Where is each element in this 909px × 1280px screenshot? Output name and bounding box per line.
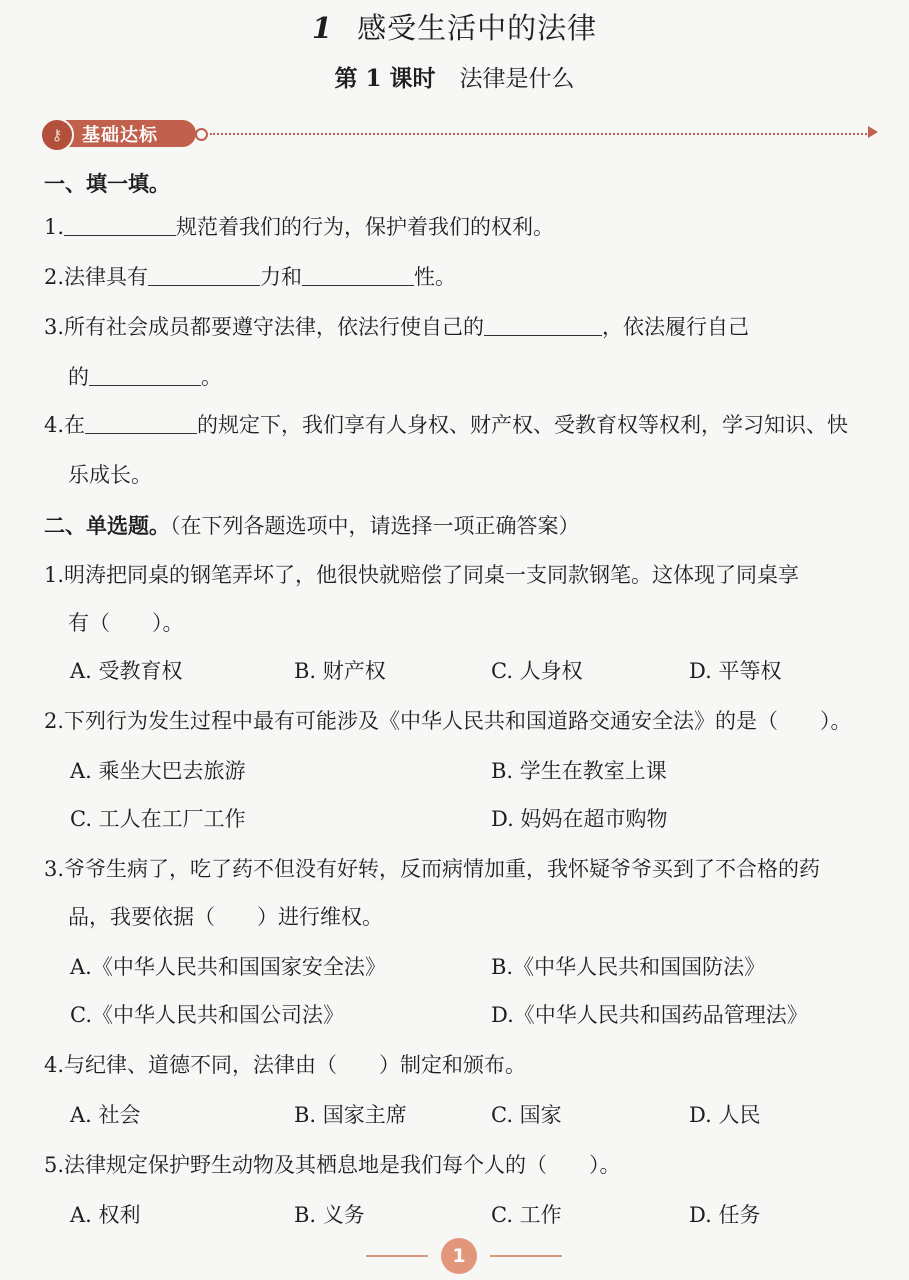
question-text: 法律具有 xyxy=(64,265,149,289)
fill-question-2 xyxy=(44,262,456,292)
question-text: 与纪律、道德不同，法律由（ ）制定和颁布。 xyxy=(64,1053,527,1077)
answer-blank[interactable] xyxy=(148,265,260,286)
option-d[interactable]: D. 人民 xyxy=(689,1103,761,1127)
fill-question-4-cont: 乐成长。 xyxy=(68,463,152,487)
question-text: 力和 xyxy=(260,265,303,289)
option-d[interactable]: D. 平等权 xyxy=(689,659,782,683)
key-icon: ⚷ xyxy=(40,118,74,152)
choice-question-3-cont: 品，我要依据（ ）进行维权。 xyxy=(68,905,383,929)
arrow-right-icon xyxy=(868,126,878,138)
question-text: ，依法履行自己 xyxy=(602,315,750,339)
question-text: 的规定下，我们享有人身权、财产权、受教育权等权利，学习知识、快 xyxy=(197,413,849,437)
option-c[interactable]: C. 国家 xyxy=(491,1103,562,1127)
option-a[interactable]: A. 受教育权 xyxy=(70,659,183,683)
option-d[interactable]: D.《中华人民共和国药品管理法》 xyxy=(491,1003,808,1027)
option-b[interactable]: B. 国家主席 xyxy=(294,1103,407,1127)
choice-heading-text: 二、单选题。 xyxy=(44,514,170,538)
answer-blank[interactable] xyxy=(484,315,602,336)
page-number: 1 xyxy=(441,1238,477,1274)
option-a[interactable]: A. 权利 xyxy=(70,1203,141,1227)
question-number: 4. xyxy=(44,413,65,437)
option-b[interactable]: B.《中华人民共和国国防法》 xyxy=(491,955,766,979)
question-text: 明涛把同桌的钢笔弄坏了，他很快就赔偿了同桌一支同款钢笔。这体现了同桌享 xyxy=(64,563,800,587)
banner-dotted-line xyxy=(210,133,870,135)
question-number: 2. xyxy=(44,709,65,733)
footer-rule-left xyxy=(366,1255,428,1257)
fill-question-1 xyxy=(44,212,554,242)
answer-blank[interactable] xyxy=(64,215,176,236)
option-d[interactable]: D. 任务 xyxy=(689,1203,761,1227)
question-number: 1. xyxy=(44,215,65,239)
question-number: 3. xyxy=(44,857,65,881)
option-c[interactable]: C. 工作 xyxy=(491,1203,562,1227)
banner-dot xyxy=(195,128,208,141)
option-b[interactable]: B. 义务 xyxy=(294,1203,365,1227)
fill-question-4 xyxy=(44,410,848,440)
question-number: 5. xyxy=(44,1153,65,1177)
fill-section-heading: 一、填一填。 xyxy=(44,172,170,196)
lesson-label: 第 1 课时 xyxy=(334,65,436,92)
option-b[interactable]: B. 财产权 xyxy=(294,659,386,683)
question-number: 2. xyxy=(44,265,65,289)
question-text: 规范着我们的行为，保护着我们的权利。 xyxy=(176,215,555,239)
answer-blank[interactable] xyxy=(302,265,414,286)
answer-blank[interactable] xyxy=(89,365,201,386)
choice-question-1-cont: 有（ ）。 xyxy=(68,611,184,635)
option-c[interactable]: C.《中华人民共和国公司法》 xyxy=(70,1003,344,1027)
choice-heading-note: （在下列各题选项中，请选择一项正确答案） xyxy=(170,514,580,538)
question-text: 在 xyxy=(64,413,86,437)
option-c[interactable]: C. 工人在工厂工作 xyxy=(70,807,246,831)
question-text: 下列行为发生过程中最有可能涉及《中华人民共和国道路交通安全法》的是（ ）。 xyxy=(64,709,852,733)
option-c[interactable]: C. 人身权 xyxy=(491,659,583,683)
answer-blank[interactable] xyxy=(85,413,197,434)
question-text: 爷爷生病了，吃了药不但没有好转，反而病情加重，我怀疑爷爷买到了不合格的药 xyxy=(64,857,821,881)
option-b[interactable]: B. 学生在教室上课 xyxy=(491,759,667,783)
choice-question-5 xyxy=(44,1150,621,1180)
fill-question-3 xyxy=(44,312,749,342)
option-a[interactable]: A. 乘坐大巴去旅游 xyxy=(70,759,246,783)
question-text: 的 xyxy=(68,365,89,389)
choice-question-3 xyxy=(44,854,820,884)
question-text: 法律规定保护野生动物及其栖息地是我们每个人的（ ）。 xyxy=(64,1153,621,1177)
choice-section-heading xyxy=(44,510,580,540)
lesson-title: 法律是什么 xyxy=(459,66,575,92)
option-a[interactable]: A.《中华人民共和国国家安全法》 xyxy=(70,955,386,979)
question-number: 4. xyxy=(44,1053,65,1077)
question-number: 1. xyxy=(44,563,65,587)
footer-rule-right xyxy=(490,1255,562,1257)
fill-question-3-cont xyxy=(68,362,222,392)
question-number: 3. xyxy=(44,315,65,339)
choice-question-1 xyxy=(44,560,799,590)
section-banner xyxy=(40,117,885,151)
chapter-title-text: 感受生活中的法律 xyxy=(357,11,598,45)
question-text: 所有社会成员都要遵守法律，依法行使自己的 xyxy=(64,315,485,339)
chapter-number: 1 xyxy=(311,11,334,45)
option-d[interactable]: D. 妈妈在超市购物 xyxy=(491,807,668,831)
chapter-title xyxy=(0,6,909,47)
choice-question-4 xyxy=(44,1050,526,1080)
banner-label: 基础达标 xyxy=(82,125,158,146)
choice-question-2 xyxy=(44,706,852,736)
question-text: 。 xyxy=(201,365,222,389)
option-a[interactable]: A. 社会 xyxy=(70,1103,141,1127)
question-text: 性。 xyxy=(414,265,457,289)
lesson-subtitle xyxy=(0,60,909,93)
